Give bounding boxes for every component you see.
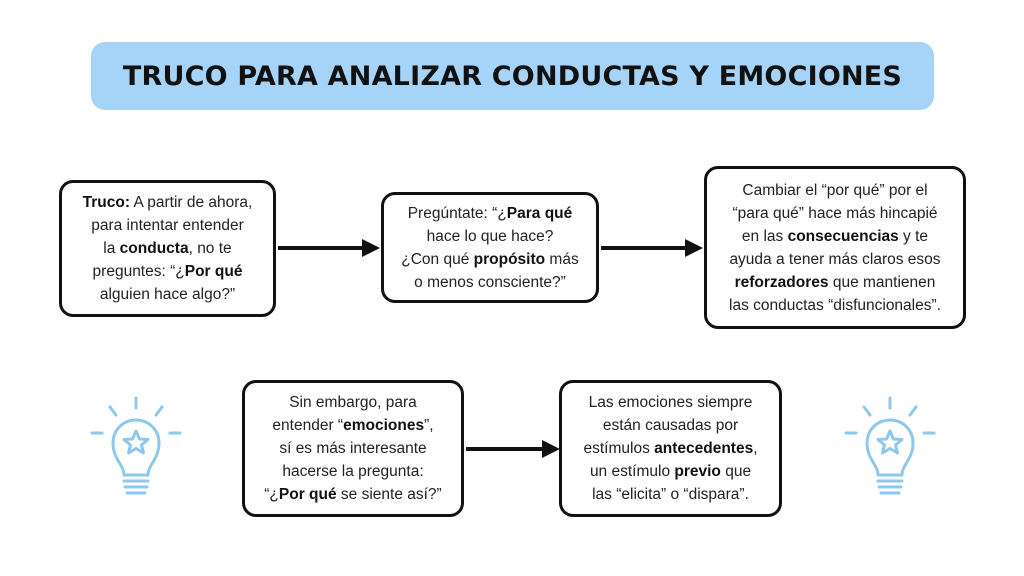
box-text: Truco: A partir de ahora, para intentar entender la conducta, no te preguntes: “¿Por qué alguien hace algo?” xyxy=(82,194,253,303)
step-box-emociones xyxy=(242,380,464,517)
title-banner xyxy=(91,42,934,110)
page-title: TRUCO PARA ANALIZAR CONDUCTAS Y EMOCIONES xyxy=(122,60,903,92)
box-text: Cambiar el “por qué” por el “para qué” hace más hincapié en las consecuencias y te ayuda a tener más claros esos reforzadores que mantienen las conductas “disfuncionales”. xyxy=(729,181,941,314)
arrow-right-icon xyxy=(278,236,382,260)
lightbulb-star-icon xyxy=(842,395,938,505)
box-text: Sin embargo, para entender “emociones”, sí es más interesante hacerse la pregunta: “¿Por qué se siente así?” xyxy=(264,394,442,503)
box-text: Las emociones siempre están causadas por estímulos antecedentes, un estímulo previo que las “elicita” o “dispara”. xyxy=(583,394,758,503)
box-text: Pregúntate: “¿Para qué hace lo que hace? ¿Con qué propósito más o menos consciente?” xyxy=(401,204,579,291)
step-box-consecuencias xyxy=(704,166,966,329)
step-box-truco xyxy=(59,180,276,317)
step-box-para-que xyxy=(381,192,599,303)
arrow-right-icon xyxy=(601,236,705,260)
step-box-antecedentes xyxy=(559,380,782,517)
lightbulb-star-icon xyxy=(88,395,184,505)
arrow-right-icon xyxy=(466,437,562,461)
